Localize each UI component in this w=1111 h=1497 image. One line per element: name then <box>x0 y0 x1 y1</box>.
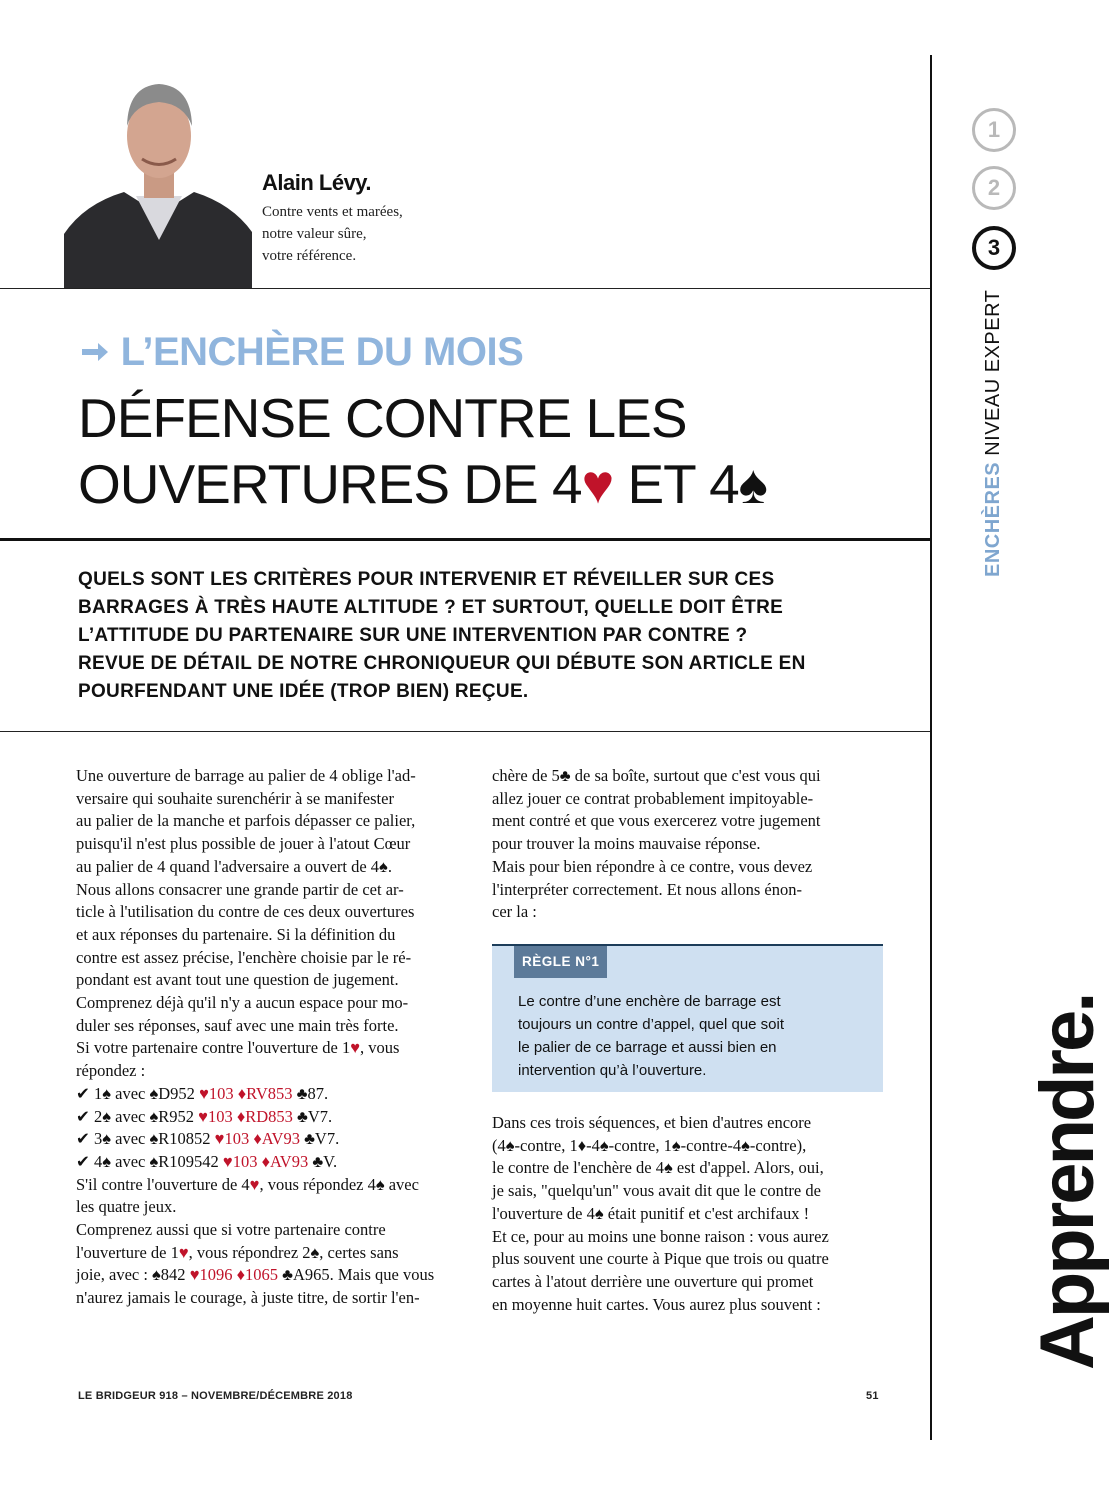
kicker-text: L’ENCHÈRE DU MOIS <box>120 330 524 374</box>
body-line: Comprenez déjà qu'il n'y a aucun espace pour mo- <box>76 993 409 1013</box>
body-line: Une ouverture de barrage au palier de 4 oblige l'ad- <box>76 766 416 785</box>
body-line: contre est assez précise, l'enchère choisie par le ré- <box>76 947 412 967</box>
checkmark-icon: ✔ <box>76 1106 90 1126</box>
body-line <box>492 765 887 788</box>
text-run: ♦RV853 <box>237 1083 297 1103</box>
bid-list-item <box>76 1128 471 1151</box>
body-line: (4♠-contre, 1♦-4♠-contre, 1♠-contre-4♠-contre), <box>492 1135 807 1155</box>
text-run: 2♠ avec <box>94 1106 150 1126</box>
body-line: et aux réponses du partenaire. Si la définition du <box>76 924 396 944</box>
body-column-1 <box>76 765 471 1310</box>
title-rule <box>0 538 930 541</box>
rule-line: le palier de ce barrage et aussi bien en <box>518 1039 777 1056</box>
body-line: versaire qui souhaite surenchérir à se manifester <box>76 788 394 808</box>
body-column-2 <box>492 765 887 924</box>
body-line: Mais pour bien répondre à ce contre, vous devez <box>492 856 813 876</box>
spade-icon: ♠ <box>738 453 767 515</box>
author-name: Alain Lévy. <box>262 170 372 195</box>
text-run: Si votre partenaire contre l'ouverture de 1 <box>76 1038 351 1058</box>
body-line: pondant est avant tout une question de jugement. <box>76 970 399 990</box>
side-title: Apprendre. <box>1025 994 1110 1370</box>
body-line: ment contré et que vous exercerez votre jugement <box>492 811 821 831</box>
header-rule <box>0 288 930 289</box>
text-run: joie, avec : ♠842 <box>76 1265 190 1285</box>
side-divider <box>930 55 932 1440</box>
bid-list-item <box>76 1083 471 1106</box>
body-line: au palier de la manche et parfois dépasser ce palier, <box>76 811 416 831</box>
heart-icon: ♥ <box>581 453 614 515</box>
body-line: Et ce, pour au moins une bonne raison : vous aurez <box>492 1226 829 1246</box>
intro-line: REVUE DE DÉTAIL DE NOTRE CHRONIQUEUR QUI DÉBUTE SON ARTICLE EN <box>78 653 806 674</box>
intro-line: BARRAGES À TRÈS HAUTE ALTITUDE ? ET SURTOUT, QUELLE DOIT ÊTRE <box>78 597 784 618</box>
title-line-1: DÉFENSE CONTRE LES <box>78 387 687 449</box>
text-run: ♣V. <box>312 1151 338 1171</box>
text-run: ♠D952 <box>149 1083 200 1103</box>
text-run: ♦RD853 <box>236 1106 298 1126</box>
text-run: ♠R109542 <box>149 1151 223 1171</box>
section-tag <box>982 290 1005 577</box>
text-run: ♠R952 <box>149 1106 199 1126</box>
body-line: Comprenez aussi que si votre partenaire contre <box>76 1220 386 1240</box>
page-number: 51 <box>866 1390 879 1402</box>
body-line <box>76 1174 471 1197</box>
checkmark-icon: ✔ <box>76 1083 90 1103</box>
text-run: , vous répondez 4♠ avec <box>259 1174 419 1194</box>
text-run: S'il contre l'ouverture de 4 <box>76 1174 250 1194</box>
body-line: Dans ces trois séquences, et bien d'autres encore <box>492 1113 812 1132</box>
rule-callout <box>492 944 883 1092</box>
level-3-badge: 3 <box>972 226 1016 270</box>
body-line: pour trouver la moins mauvaise réponse. <box>492 834 761 854</box>
body-line: Nous allons consacrer une grande partir de cet ar- <box>76 879 404 899</box>
text-run: ♥103 <box>199 1083 238 1103</box>
level-label: NIVEAU EXPERT <box>982 289 1004 456</box>
rule-line: toujours un contre d’appel, quel que soit <box>518 1016 785 1033</box>
title-line-2 <box>78 452 767 516</box>
text-run: ♥103 <box>222 1151 262 1171</box>
text-run: ♣87. <box>296 1083 329 1103</box>
level-2-badge: 2 <box>972 166 1016 210</box>
author-tagline-line: Contre vents et marées, <box>262 204 403 220</box>
heart-icon: ♥ <box>249 1174 260 1194</box>
text-run: ♣V7. <box>297 1106 333 1126</box>
body-line: l'interpréter correctement. Et nous allons énon- <box>492 879 802 899</box>
text-run: , vous <box>360 1038 400 1058</box>
bid-list-item <box>76 1106 471 1129</box>
bid-list-item <box>76 1151 471 1174</box>
body-line: cartes à l'atout derrière une ouverture qui promet <box>492 1271 814 1291</box>
checkmark-icon: ✔ <box>76 1151 90 1171</box>
rule-line: Le contre d’une enchère de barrage est <box>518 993 781 1010</box>
heart-icon: ♥ <box>178 1242 189 1262</box>
text-run: ♦1065 <box>236 1265 283 1285</box>
body-line: allez jouer ce contrat probablement impitoyable- <box>492 788 814 808</box>
body-line: puisqu'il n'est plus possible de jouer à l'atout Cœur <box>76 834 411 854</box>
body-line: les quatre jeux. <box>76 1197 177 1217</box>
body-line: duler ses réponses, sauf avec une main très forte. <box>76 1015 399 1035</box>
rule-text <box>518 990 858 1082</box>
heart-icon: ♥ <box>350 1038 360 1058</box>
rule-label: RÈGLE N°1 <box>514 946 607 978</box>
text-run: ♠R10852 <box>149 1129 215 1149</box>
level-1-badge: 1 <box>972 108 1016 152</box>
body-line: répondez : <box>76 1061 146 1081</box>
text-run: ♣V7. <box>304 1129 340 1149</box>
text-run: ♦AV93 <box>261 1151 313 1171</box>
category-label: ENCHÈRES <box>982 461 1004 577</box>
intro-line: POURFENDANT UNE IDÉE (TROP BIEN) REÇUE. <box>78 681 529 702</box>
body-line: au palier de 4 quand l'adversaire a ouvert de 4♠. <box>76 856 392 876</box>
intro-line: QUELS SONT LES CRITÈRES POUR INTERVENIR ET RÉVEILLER SUR CES <box>78 569 775 590</box>
title-text: ET 4 <box>613 453 739 515</box>
body-line: cer la : <box>492 902 537 922</box>
intro-rule <box>0 731 930 732</box>
body-line: en moyenne huit cartes. Vous aurez plus souvent : <box>492 1294 821 1314</box>
rule-line: intervention qu’à l’ouverture. <box>518 1062 707 1079</box>
text-run: 3♠ avec <box>94 1129 150 1149</box>
text-run: 4♠ avec <box>94 1151 150 1171</box>
intro-standfirst <box>78 566 878 706</box>
arrow-right-icon <box>80 341 110 363</box>
text-run: l'ouverture de 1 <box>76 1242 179 1262</box>
title-text: OUVERTURES DE 4 <box>78 453 582 515</box>
text-run: ♥103 <box>198 1106 237 1126</box>
body-column-2-continued <box>492 1112 887 1316</box>
body-line <box>76 1242 471 1265</box>
text-run: , vous répondrez 2♠, certes sans <box>188 1242 399 1262</box>
body-line: plus souvent une courte à Pique que trois ou quatre <box>492 1249 829 1269</box>
text-run: de sa boîte, surtout que c'est vous qui <box>570 766 821 785</box>
text-run: ♥1096 <box>189 1265 237 1285</box>
text-run: ♦AV93 <box>253 1129 305 1149</box>
text-run: ♣A965. Mais que vous <box>282 1265 435 1285</box>
body-line: n'aurez jamais le courage, à juste titre, de sortir l'en- <box>76 1288 420 1308</box>
body-line: l'ouverture de 4♠ était punitif et c'est archifaux ! <box>492 1203 810 1223</box>
kicker <box>80 330 523 375</box>
text-run: ♥103 <box>214 1129 254 1149</box>
author-tagline-line: notre valeur sûre, <box>262 226 367 242</box>
intro-line: L’ATTITUDE DU PARTENAIRE SUR UNE INTERVENTION PAR CONTRE ? <box>78 625 748 646</box>
checkmark-icon: ✔ <box>76 1129 90 1149</box>
body-line: le contre de l'enchère de 4♠ est d'appel. Alors, oui, <box>492 1158 824 1178</box>
text-run: 1♠ avec <box>94 1083 150 1103</box>
footer-issue: LE BRIDGEUR 918 – NOVEMBRE/DÉCEMBRE 2018 <box>78 1390 353 1402</box>
body-line: je sais, "quelqu'un" vous avait dit que le contre de <box>492 1181 821 1201</box>
body-line: ticle à l'utilisation du contre de ces deux ouvertures <box>76 902 415 922</box>
author-portrait <box>64 64 252 288</box>
text-run: chère de 5 <box>492 766 560 785</box>
club-icon: ♣ <box>559 766 571 785</box>
body-line <box>76 1264 471 1287</box>
body-line <box>76 1037 471 1060</box>
author-tagline-line: votre référence. <box>262 248 357 264</box>
